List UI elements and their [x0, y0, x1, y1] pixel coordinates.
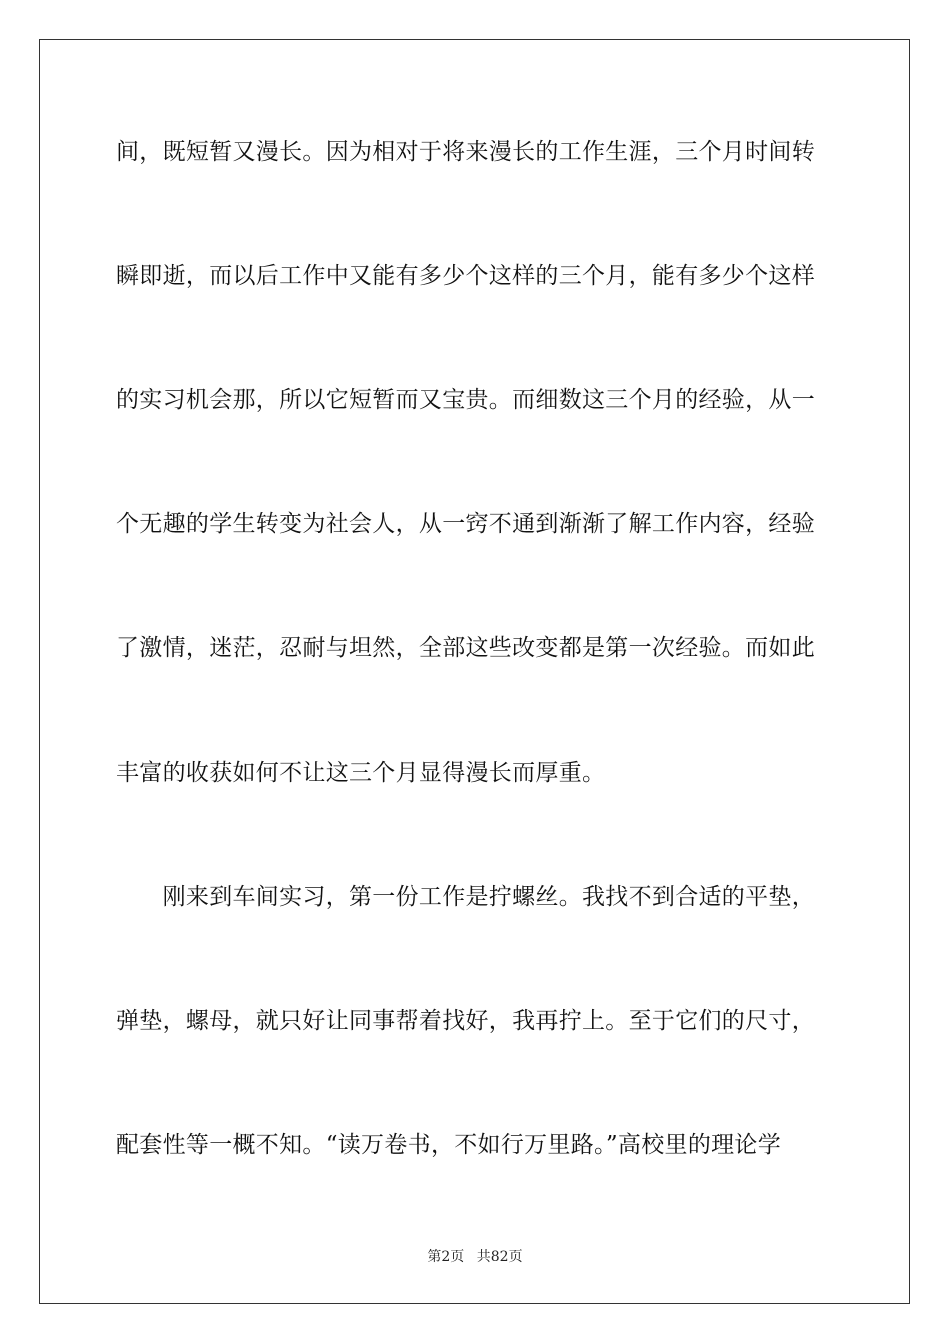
page-total: 共82页: [476, 1249, 523, 1265]
page-number: 第2页: [427, 1249, 465, 1265]
body-text-line: 的实习机会那，所以它短暂而又宝贵。而细数这三个月的经验，从一: [116, 387, 815, 413]
body-text-line: 个无趣的学生转变为社会人，从一窍不通到渐渐了解工作内容，经验: [116, 511, 815, 537]
body-text-line: 弹垫，螺母，就只好让同事帮着找好，我再拧上。至于它们的尺寸，: [116, 1008, 815, 1034]
body-text-line: 配套性等一概不知。“读万卷书，不如行万里路。”高校里的理论学: [116, 1132, 782, 1158]
page-border: [39, 39, 910, 1304]
body-text-line: 丰富的收获如何不让这三个月显得漫长而厚重。: [116, 760, 606, 786]
body-text-line: 了激情，迷茫，忍耐与坦然，全部这些改变都是第一次经验。而如此: [116, 635, 815, 661]
body-text-line: 刚来到车间实习，第一份工作是拧螺丝。我找不到合适的平垫，: [116, 884, 815, 910]
body-text-line: 瞬即逝，而以后工作中又能有多少个这样的三个月，能有多少个这样: [116, 263, 815, 289]
page-footer: [0, 1246, 950, 1266]
body-text-line: 间，既短暂又漫长。因为相对于将来漫长的工作生涯，三个月时间转: [116, 139, 815, 165]
